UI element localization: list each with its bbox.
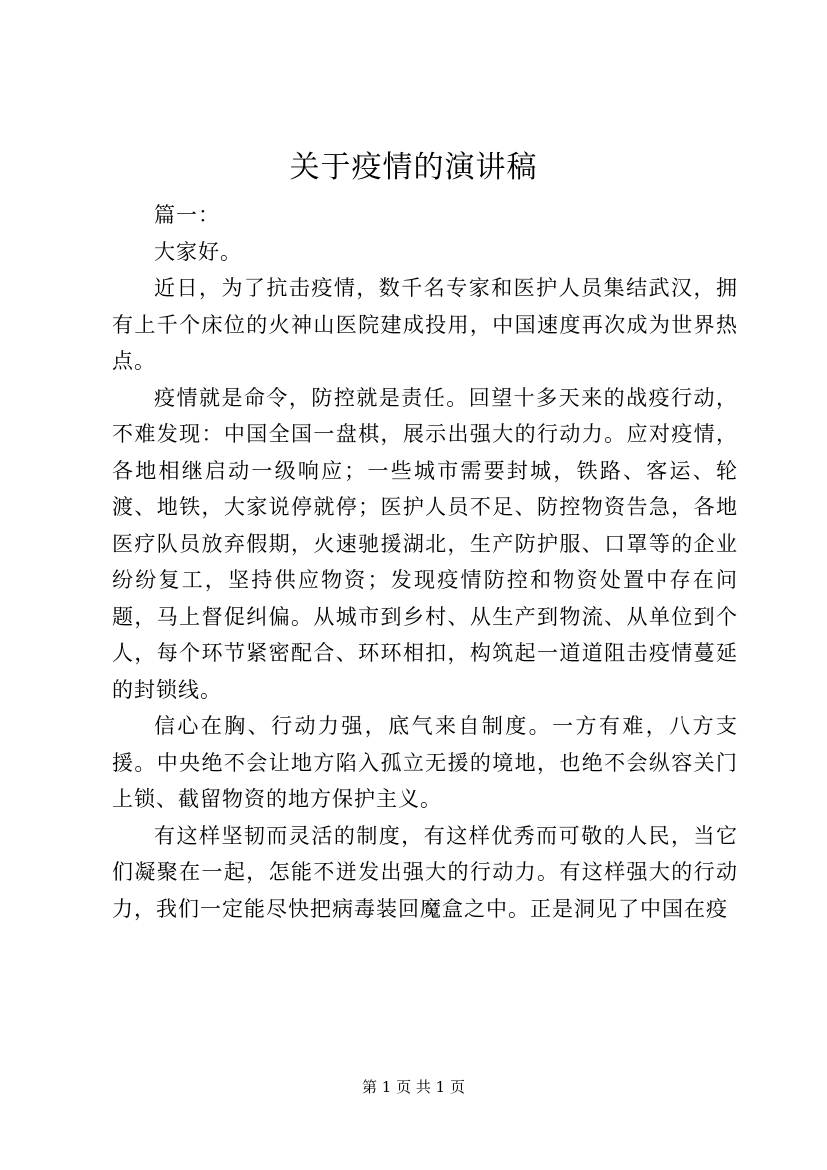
page-footer: 第 1 页 共 1 页 <box>362 1078 465 1096</box>
document-title: 关于疫情的演讲稿 <box>289 150 538 185</box>
document-body <box>112 197 738 927</box>
body-paragraph: 有这样坚韧而灵活的制度，有这样优秀而可敬的人民，当它们凝聚在一起，怎能不迸发出强大的行动力。有这样强大的行动力，我们一定能尽快把病毒装回魔盒之中。正是洞见了中国在疫 <box>112 823 738 921</box>
body-paragraph: 近日，为了抗击疫情，数千名专家和医护人员集结武汉，拥有上千个床位的火神山医院建成投用，中国速度再次成为世界热点。 <box>112 276 738 373</box>
body-paragraph: 信心在胸、行动力强，底气来自制度。一方有难，八方支援。中央绝不会让地方陷入孤立无援的境地，也绝不会纵容关门上锁、截留物资的地方保护主义。 <box>112 714 738 811</box>
section-heading: 篇一： <box>154 203 220 227</box>
greeting-paragraph: 大家好。 <box>154 239 242 264</box>
body-paragraph: 疫情就是命令，防控就是责任。回望十多天来的战疫行动，不难发现：中国全国一盘棋，展示出强大的行动力。应对疫情，各地相继启动一级响应；一些城市需要封城，铁路、客运、轮渡、地铁，大家说停就停；医护人员不足、防控物资告急，各地医疗队员放弃假期，火速驰援湖北，生产防护服、口罩等的企业纷纷复工，坚持供应物资；发现疫情防控和物资处置中存在问题，马上督促纠偏。从城市到乡村、从生产到物流、从单位到个人，每个环节紧密配合、环环相扣，构筑起一道道阻击疫情蔓延的封锁线。 <box>112 385 738 702</box>
